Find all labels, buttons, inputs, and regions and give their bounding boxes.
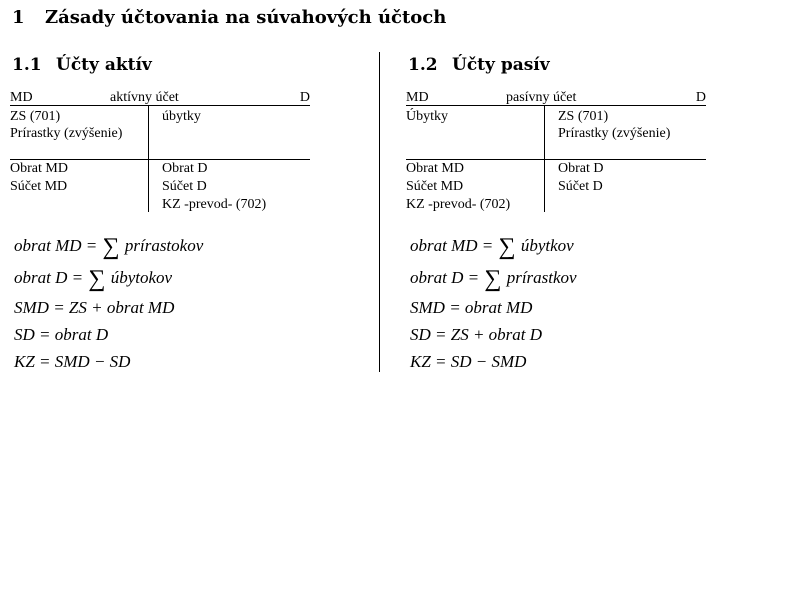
section-number: 1.1 [12,55,42,75]
section-title: Účty aktív [56,55,152,75]
section-liabilities [396,0,776,600]
formula: obrat MD = ∑ úbytkov [410,234,574,260]
t-account-passive [406,90,706,215]
debit-cell: Obrat MD [10,161,68,176]
chapter-title: Zásady účtovania na súvahových účtoch [45,7,447,28]
formula: SMD = ZS + obrat MD [14,298,175,317]
formula: obrat D = ∑ úbytokov [14,266,173,292]
section-heading [408,55,550,75]
formula-list [14,230,203,375]
formula: SD = obrat D [14,325,109,344]
credit-cell: Obrat D [162,161,208,176]
credit-cell: Súčet D [558,179,603,194]
debit-cell: Obrat MD [406,161,464,176]
formula: obrat MD = ∑ prírastokov [14,234,204,260]
formula: SD = ZS + obrat D [410,325,543,344]
formula-list [410,230,577,375]
debit-cell: Prírastky (zvýšenie) [10,126,123,141]
t-account-header [406,90,706,106]
debit-cell: ZS (701) [10,109,61,124]
credit-cell: úbytky [162,109,201,124]
section-heading [12,55,152,75]
md-label: MD [406,90,429,105]
md-label: MD [10,90,33,105]
t-account-active [10,90,310,215]
credit-cell: Obrat D [558,161,604,176]
account-type-label: aktívny účet [110,90,179,105]
sigma-symbol: ∑ [484,266,502,292]
sigma-symbol: ∑ [498,234,516,260]
credit-cell: KZ -prevod- (702) [162,197,267,212]
sigma-symbol: ∑ [88,266,106,292]
debit-cell: KZ -prevod- (702) [406,197,511,212]
d-label: D [695,90,706,105]
formula: KZ = SMD − SD [14,352,131,371]
credit-cell: Prírastky (zvýšenie) [558,126,671,141]
credit-cell: ZS (701) [558,109,609,124]
chapter-number: 1 [12,7,25,28]
sigma-symbol: ∑ [102,234,120,260]
account-type-label: pasívny účet [506,90,577,105]
t-account-header [10,90,310,106]
debit-cell: Úbytky [406,109,448,124]
section-number: 1.2 [408,55,438,75]
debit-cell: Súčet MD [406,179,464,194]
formula: SMD = obrat MD [410,298,533,317]
formula: KZ = SD − SMD [410,352,527,371]
section-title: Účty pasív [452,55,550,75]
d-label: D [299,90,310,105]
credit-cell: Súčet D [162,179,207,194]
formula: obrat D = ∑ prírastkov [410,266,577,292]
section-assets [0,0,380,600]
debit-cell: Súčet MD [10,179,68,194]
